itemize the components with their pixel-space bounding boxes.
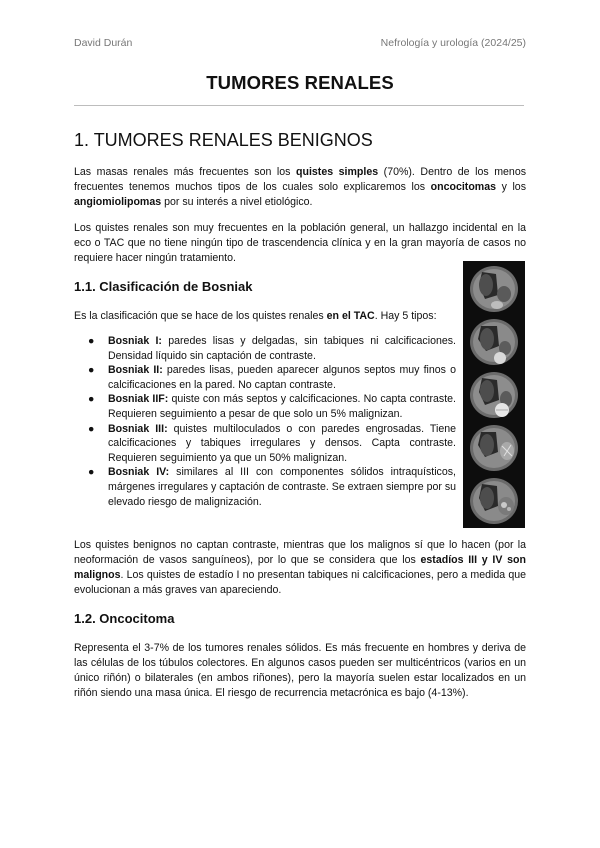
list-item: ● Bosniak III: quistes multiloculados o con paredes engrosadas. Tiene calcificaciones y tabiques irregulares y densos. Capta contraste. Requieren seguimiento ya que un 50% malignizan. — [88, 422, 456, 464]
document-title: TUMORES RENALES — [206, 72, 394, 93]
ct-scan-stack-image — [463, 261, 525, 528]
paragraph-masas-renales: Las masas renales más frecuentes son los quistes simples (70%). Dentro de los menos frecuentes tenemos muchos tipos de los cuales solo explicaremos los oncocitomas y los angiomiolipomas por su interés a nivel etiológico. — [74, 166, 527, 208]
paragraph-quistes-benignos: Los quistes benignos no captan contraste, mientras que los malignos sí que lo hacen (por la neoformación de vasos sanguíneos), por lo que se considera que los estadíos III y IV son malignos. Los quistes de estadío I no presentan tabiques ni calcificaciones, pero a medida que evolucionan a más graves van apareciendo. — [74, 539, 526, 596]
list-item: ● Bosniak I: paredes lisas y delgadas, sin tabiques ni calcificaciones. Densidad líquido sin captación de contraste. — [88, 335, 456, 362]
paragraph-oncocitoma: Representa el 3-7% de los tumores renales sólidos. Es más frecuente en hombres y deriva de las células de los túbulos colectores. En algunos casos pueden ser multicéntricos (varios en un único riñón) o bilaterales (en ambos riñones), pero la mayoría suelen estar localizados en un riñón siendo una masa única. El riesgo de recurrencia metacrónica es bajo (4-13%). — [74, 642, 526, 699]
bosniak-ct-figure — [463, 261, 525, 528]
subsection-heading-bosniak: 1.1. Clasificación de Bosniak — [74, 279, 253, 294]
list-item: ● Bosniak IV: similares al III con componentes sólidos intraquísticos, márgenes irregulares y captación de contraste. Se extraen siempre por su elevado riesgo de malignización. — [88, 466, 457, 508]
paragraph-bosniak-intro: Es la clasificación que se hace de los quistes renales en el TAC. Hay 5 tipos: — [74, 310, 437, 322]
title-divider — [74, 105, 524, 106]
section-heading-benign: 1. TUMORES RENALES BENIGNOS — [74, 130, 373, 150]
bosniak-list — [74, 334, 456, 509]
paragraph-quistes-renales: Los quistes renales son muy frecuentes en la población general, un hallazgo incidental en la eco o TAC que no tiene ningún tipo de trascendencia clínica y en la gran mayoría de casos no requiere hacer ningún tratamiento. — [74, 222, 526, 264]
subsection-heading-oncocitoma: 1.2. Oncocitoma — [74, 611, 175, 626]
list-item: ● Bosniak II: paredes lisas, pueden aparecer algunos septos muy finos o calcificaciones en la pared. No captan contraste. — [88, 364, 456, 391]
header-course: Nefrología y urología (2024/25) — [380, 37, 526, 49]
list-item: ● Bosniak IIF: quiste con más septos y calcificaciones. No capta contraste. Requieren seguimiento a pesar de que solo un 5% malignizan. — [88, 393, 456, 420]
header-author: David Durán — [74, 37, 133, 49]
